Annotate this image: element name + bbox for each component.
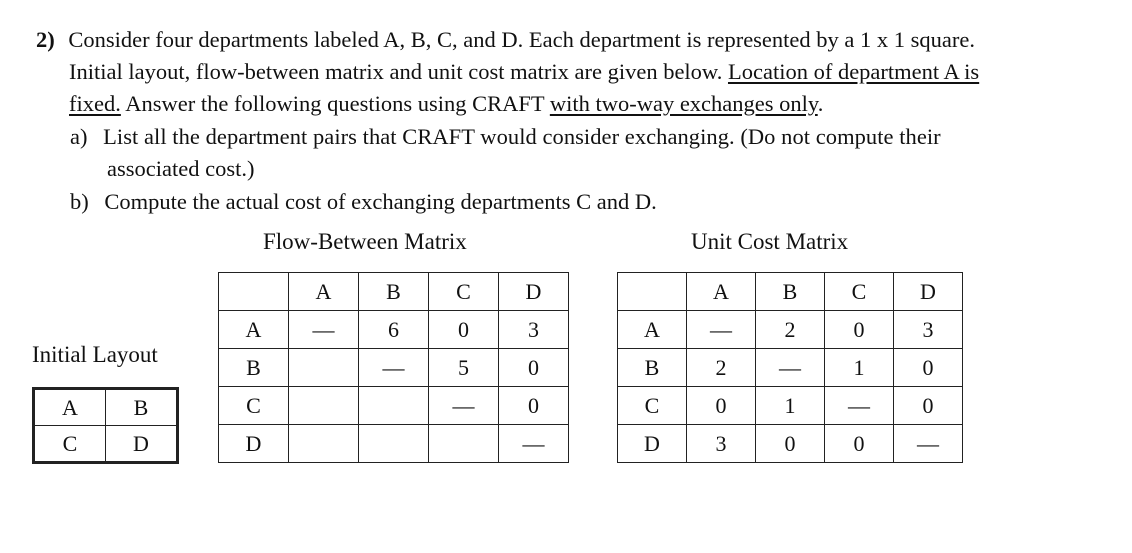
table-cell: — xyxy=(289,311,359,349)
row-label: B xyxy=(219,349,289,387)
problem-text-1: Consider four departments labeled A, B, C, and D. Each department is represented by a 1 x 1 square. xyxy=(68,27,975,52)
part-a-line-1 xyxy=(70,121,941,153)
header-cell: D xyxy=(499,273,569,311)
table-cell: 3 xyxy=(687,425,756,463)
header-cell: B xyxy=(756,273,825,311)
table-cell xyxy=(359,425,429,463)
department-cell: B xyxy=(106,389,178,426)
table-row xyxy=(219,311,569,349)
part-a-text: List all the department pairs that CRAFT would consider exchanging. (Do not compute their xyxy=(103,124,941,149)
fixed-word: fixed. xyxy=(69,91,121,116)
table-row xyxy=(618,387,963,425)
fixed-location-note: Location of department A is xyxy=(727,59,980,84)
table-row xyxy=(34,389,178,426)
department-cell: A xyxy=(34,389,106,426)
department-cell: C xyxy=(34,426,106,463)
table-cell: 0 xyxy=(756,425,825,463)
table-row xyxy=(219,387,569,425)
table-cell: 1 xyxy=(756,387,825,425)
table-cell: — xyxy=(825,387,894,425)
table-cell: 2 xyxy=(687,349,756,387)
table-cell: 0 xyxy=(894,349,963,387)
header-cell: B xyxy=(359,273,429,311)
problem-text-2: Initial layout, flow-between matrix and unit cost matrix are given below. xyxy=(69,59,728,84)
problem-line-3 xyxy=(69,88,823,120)
layout-caption: Initial Layout xyxy=(32,342,158,367)
table-cell xyxy=(289,349,359,387)
header-cell: C xyxy=(825,273,894,311)
table-cell: 2 xyxy=(756,311,825,349)
problem-text-3: Answer the following questions using CRAFT xyxy=(120,91,550,116)
table-cell: — xyxy=(499,425,569,463)
two-way-note: with two-way exchanges only xyxy=(549,91,818,116)
problem-line-1 xyxy=(36,24,975,56)
table-cell: 3 xyxy=(499,311,569,349)
row-label: D xyxy=(618,425,687,463)
flow-between-matrix xyxy=(218,272,569,463)
table-row xyxy=(618,311,963,349)
table-cell: 0 xyxy=(894,387,963,425)
part-b-label: b) xyxy=(70,189,89,214)
header-cell: C xyxy=(429,273,499,311)
table-row xyxy=(219,425,569,463)
table-row xyxy=(219,273,569,311)
table-row xyxy=(34,426,178,463)
period: . xyxy=(817,91,824,116)
table-cell: 1 xyxy=(825,349,894,387)
problem-number: 2) xyxy=(36,27,55,52)
table-row xyxy=(618,425,963,463)
row-label: C xyxy=(219,387,289,425)
table-cell: 5 xyxy=(429,349,499,387)
unit-cost-matrix xyxy=(617,272,963,463)
table-cell xyxy=(429,425,499,463)
header-cell: A xyxy=(289,273,359,311)
row-label: D xyxy=(219,425,289,463)
table-cell: — xyxy=(359,349,429,387)
cost-matrix-caption: Unit Cost Matrix xyxy=(691,229,849,254)
header-cell: D xyxy=(894,273,963,311)
table-cell: — xyxy=(429,387,499,425)
table-cell: — xyxy=(687,311,756,349)
table-cell xyxy=(289,387,359,425)
header-cell: A xyxy=(687,273,756,311)
table-row xyxy=(618,273,963,311)
problem-line-2 xyxy=(69,56,979,88)
table-cell: 0 xyxy=(429,311,499,349)
table-cell: 6 xyxy=(359,311,429,349)
part-b-text: Compute the actual cost of exchanging departments C and D. xyxy=(104,189,657,214)
header-cell xyxy=(219,273,289,311)
row-label: A xyxy=(219,311,289,349)
part-a-line-2 xyxy=(107,153,254,185)
flow-matrix-caption: Flow-Between Matrix xyxy=(263,229,467,254)
part-a-text-2: associated cost.) xyxy=(107,156,255,181)
table-row xyxy=(618,349,963,387)
part-a-label: a) xyxy=(70,124,88,149)
table-cell: — xyxy=(894,425,963,463)
initial-layout-grid xyxy=(32,387,179,464)
part-b-line xyxy=(70,186,657,218)
table-cell: 3 xyxy=(894,311,963,349)
table-cell xyxy=(359,387,429,425)
row-label: A xyxy=(618,311,687,349)
table-cell: — xyxy=(756,349,825,387)
table-cell: 0 xyxy=(499,387,569,425)
department-cell: D xyxy=(106,426,178,463)
row-label: C xyxy=(618,387,687,425)
table-cell: 0 xyxy=(825,425,894,463)
row-label: B xyxy=(618,349,687,387)
table-cell: 0 xyxy=(825,311,894,349)
table-cell: 0 xyxy=(687,387,756,425)
table-cell: 0 xyxy=(499,349,569,387)
table-cell xyxy=(289,425,359,463)
header-cell xyxy=(618,273,687,311)
table-row xyxy=(219,349,569,387)
